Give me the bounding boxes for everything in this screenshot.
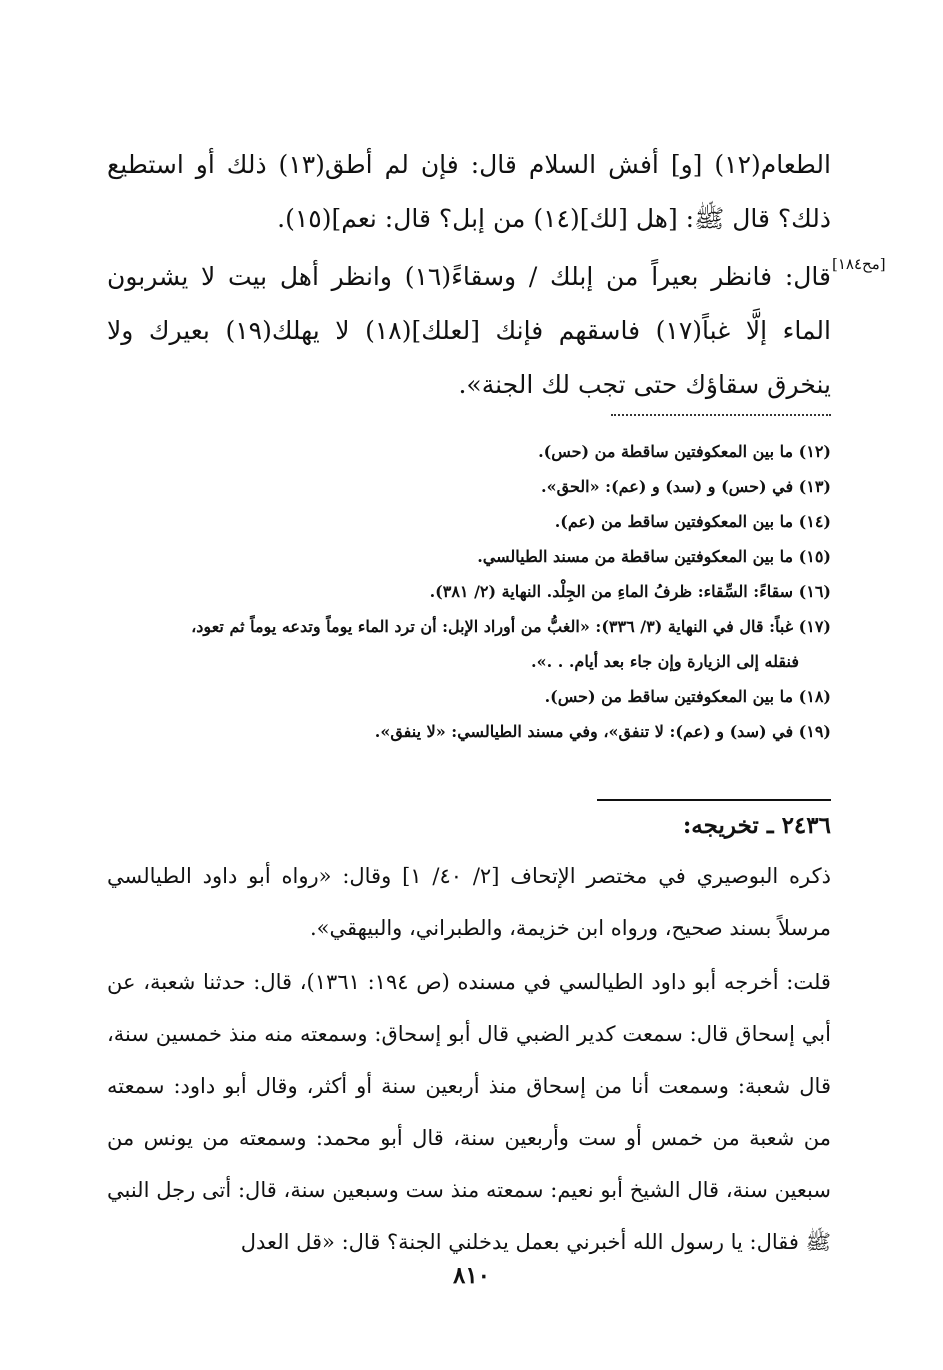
- footnote-17: (١٧) غباً: قال في النهاية (٣/ ٣٣٦): «الغبُّ من أوراد الإبل: أن ترد الماء يوماً وتدعه يوماً ثم تعود،: [191, 617, 831, 636]
- main-text-block: [107, 138, 831, 412]
- footnote-18: (١٨) ما بين المعكوفتين ساقط من (حس).: [544, 687, 831, 706]
- footnote-15: (١٥) ما بين المعكوفتين ساقطة من مسند الطيالسي.: [477, 547, 831, 566]
- takhrij-heading: ٢٤٣٦ ـ تخريجه:: [682, 812, 831, 839]
- footnote-13: (١٣) في (حس) و (سد) و (عم): «الحق».: [541, 477, 831, 496]
- takhrij-paragraph-1: ذكره البوصيري في مختصر الإتحاف [٢/ ٤٠/ ١] وقال: «رواه أبو داود الطيالسي مرسلاً بسند صحيح، ورواه ابن خزيمة، والطبراني، والبيهقي».: [107, 864, 831, 940]
- footnotes-block: [111, 434, 831, 749]
- margin-reference-note: [مح١٨٤]: [832, 255, 886, 273]
- page-number: ٨١٠: [452, 1262, 491, 1289]
- footnote-19: (١٩) في (سد) و (عم): لا تنفق»، وفي مسند الطيالسي: «لا ينفق».: [374, 722, 831, 741]
- main-paragraph-2: قال: فانظر بعيراً من إبلك / وسقاءً(١٦) وانظر أهل بيت لا يشربون الماء إلَّا غباً(١٧) فاسقهم فإنك [لعلك](١٨) لا يهلك(١٩) بعيرك ولا ينخرق سقاؤك حتى تجب لك الجنة».: [107, 262, 831, 399]
- main-paragraph-1: الطعام(١٢) [و] أفش السلام قال: فإن لم أطق(١٣) ذلك أو استطيع ذلك؟ قال ﷺ: [هل [لك](١٤) من إبل؟ قال: نعم](١٥).: [107, 150, 831, 233]
- footnote-12: (١٢) ما بين المعكوفتين ساقطة من (حس).: [538, 442, 831, 461]
- footnote-16: (١٦) سقاءً: السِّقاء: ظرفُ الماءِ من الجِلْد. النهاية (٢/ ٣٨١).: [429, 582, 831, 601]
- takhrij-paragraph-2: قلت: أخرجه أبو داود الطيالسي في مسنده (ص ١٩٤: ١٣٦١)، قال: حدثنا شعبة، عن أبي إسحاق قال: سمعت كدير الضبي قال أبو إسحاق: وسمعته منه منذ خمسين سنة، قال شعبة: وسمعت أنا من إسحاق منذ أربعين سنة أو أكثر، وقال أبو داود: سمعته من شعبة من خمس أو ست وأربعين سنة، قال أبو محمد: وسمعته من يونس من سبعين سنة، قال الشيخ أبو نعيم: سمعته منذ ست وسبعين سنة، قال: أتى رجل النبي ﷺ فقال: يا رسول الله أخبرني بعمل يدخلني الجنة؟ قال: «قل العدل: [107, 970, 831, 1254]
- section-divider-line: [597, 799, 831, 801]
- footnote-separator-dots: [611, 406, 831, 416]
- takhrij-text-block: [107, 850, 831, 1268]
- footnote-17-continuation: فنقله إلى الزيارة وإن جاء بعد أيام. . .».: [531, 652, 799, 671]
- footnote-14: (١٤) ما بين المعكوفتين ساقط من (عم).: [554, 512, 831, 531]
